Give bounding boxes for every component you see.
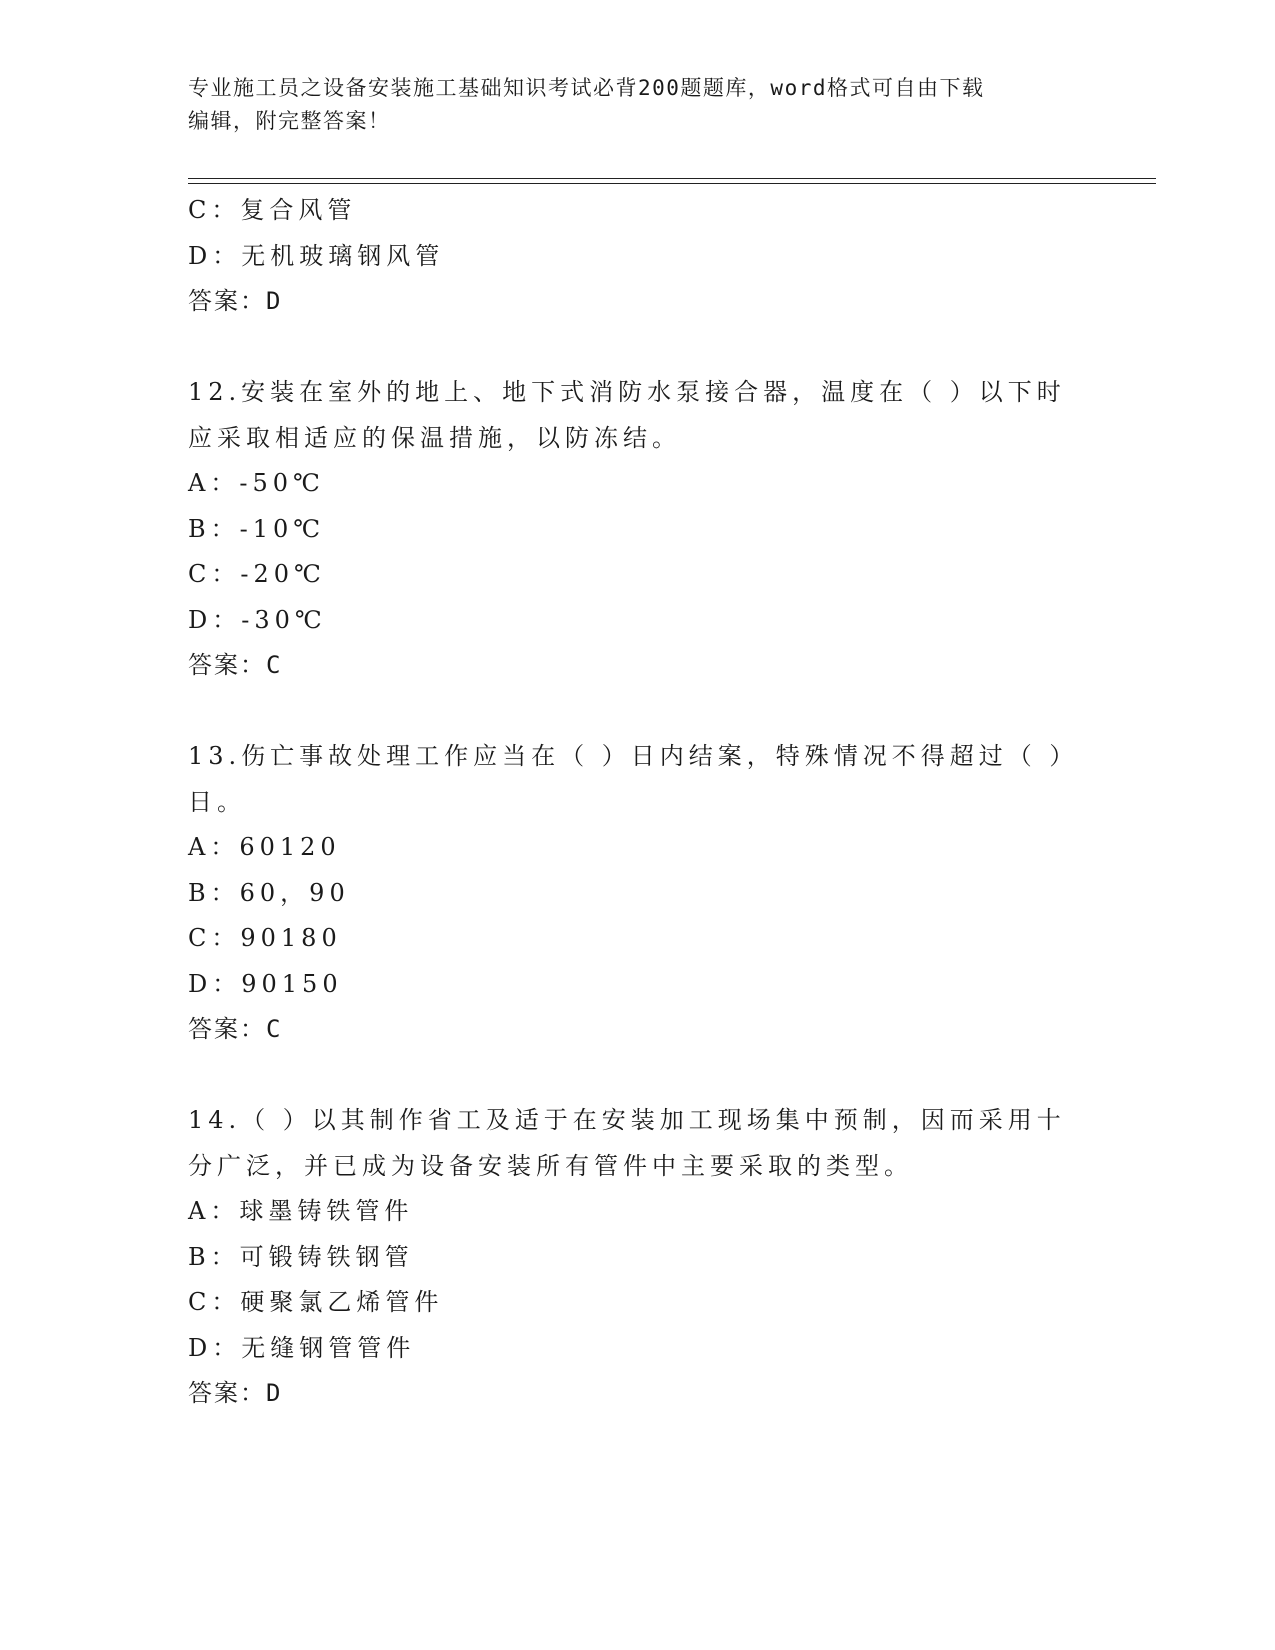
previous-question-tail: [188, 188, 1078, 325]
question-stem-line-1: 13.伤亡事故处理工作应当在（ ）日内结案，特殊情况不得超过（ ）: [188, 742, 1079, 770]
option-a: A：60120: [188, 833, 341, 861]
answer-line: 答案：C: [188, 651, 283, 679]
spacer: [188, 1053, 1078, 1099]
option-d: D：无缝钢管管件: [188, 1333, 416, 1362]
option-c: C：90180: [188, 924, 342, 952]
question-13: [188, 734, 1078, 1053]
option-d: D：90150: [188, 969, 343, 998]
option-c: C：复合风管: [188, 196, 357, 224]
question-stem-line-1: 12.安装在室外的地上、地下式消防水泵接合器，温度在（ ）以下时: [188, 378, 1066, 406]
question-14: [188, 1098, 1078, 1417]
option-b: B：-10℃: [188, 514, 326, 543]
question-stem-line-1: 14.（ ）以其制作省工及适于在安装加工现场集中预制，因而采用十: [188, 1106, 1066, 1134]
answer-line: 答案：D: [188, 287, 283, 315]
spacer: [188, 689, 1078, 735]
header-divider-bottom: [188, 183, 1156, 184]
document-header: [188, 72, 1068, 138]
header-title-line-1: 专业施工员之设备安装施工基础知识考试必背200题题库，word格式可自由下载: [188, 76, 985, 100]
question-stem-line-2: 日。: [188, 787, 246, 816]
answer-line: 答案：C: [188, 1015, 283, 1043]
option-d: D：-30℃: [188, 605, 327, 634]
question-stem-line-2: 应采取相适应的保温措施，以防冻结。: [188, 423, 681, 452]
question-content: [188, 188, 1078, 1417]
question-stem-line-2: 分广泛，并已成为设备安装所有管件中主要采取的类型。: [188, 1151, 913, 1180]
option-b: B：可锻铸铁钢管: [188, 1242, 414, 1271]
option-b: B：60，90: [188, 878, 350, 907]
option-d: D：无机玻璃钢风管: [188, 241, 445, 270]
spacer: [188, 325, 1078, 371]
option-c: C：-20℃: [188, 560, 326, 588]
option-a: A：-50℃: [188, 469, 325, 497]
question-12: [188, 370, 1078, 689]
header-title-line-2: 编辑，附完整答案！: [188, 109, 391, 133]
option-a: A：球墨铸铁管件: [188, 1197, 414, 1225]
answer-line: 答案：D: [188, 1379, 283, 1407]
option-c: C：硬聚氯乙烯管件: [188, 1288, 444, 1316]
header-divider-top: [188, 178, 1156, 179]
